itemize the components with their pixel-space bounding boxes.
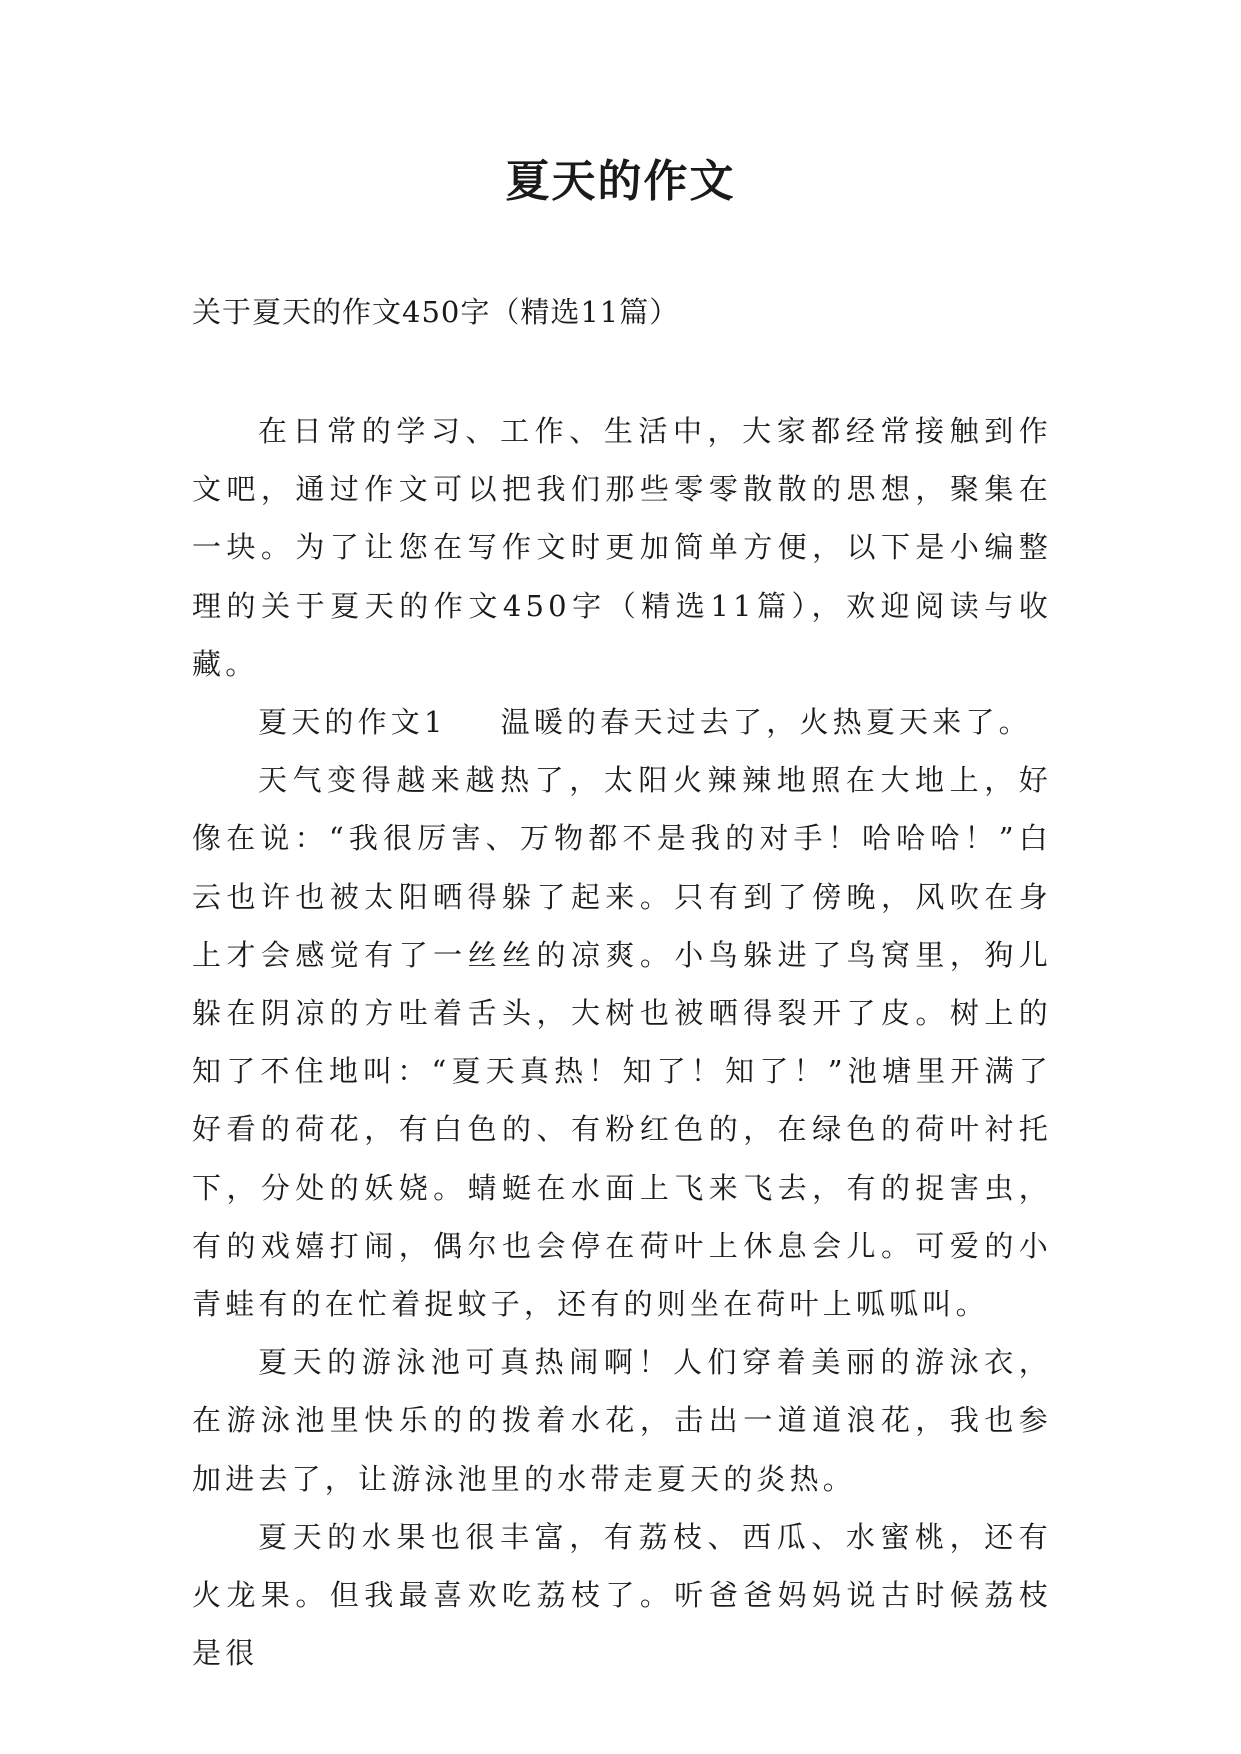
essay-1-first-line: 温暖的春天过去了，火热夏天来了。: [500, 705, 1032, 740]
document-title: 夏天的作文: [505, 156, 736, 207]
intro-paragraph: 在日常的学习、工作、生活中，大家都经常接触到作文吧，通过作文可以把我们那些零零散散的思想，聚集在一块。为了让您在写作文时更加简单方便，以下是小编整理的关于夏天的作文450字（精选11篇），欢迎阅读与收藏。: [192, 414, 1052, 681]
body-paragraph-1: 天气变得越来越热了，太阳火辣辣地照在大地上，好像在说：“我很厉害、万物都不是我的对手！哈哈哈！”白云也许也被太阳晒得躲了起来。只有到了傍晚，风吹在身上才会感觉有了一丝丝的凉爽。小鸟躲进了鸟窝里，狗儿躲在阴凉的方吐着舌头，大树也被晒得裂开了皮。树上的知了不住地叫：“夏天真热！知了！知了！”池塘里开满了好看的荷花，有白色的、有粉红色的，在绿色的荷叶衬托下，分处的妖娆。蜻蜓在水面上飞来飞去，有的捉害虫，有的戏嬉打闹，偶尔也会停在荷叶上休息会儿。可爱的小青蛙有的在忙着捉蚊子，还有的则坐在荷叶上呱呱叫。: [192, 763, 1052, 1322]
body-paragraph-3: 夏天的水果也很丰富，有荔枝、西瓜、水蜜桃，还有火龙果。但我最喜欢吃荔枝了。听爸爸妈妈说古时候荔枝是很: [192, 1519, 1052, 1671]
body-paragraph-2: 夏天的游泳池可真热闹啊！人们穿着美丽的游泳衣，在游泳池里快乐的的拨着水花，击出一道道浪花，我也参加进去了，让游泳池里的水带走夏天的炎热。: [192, 1345, 1052, 1496]
document-subtitle: 关于夏天的作文450字（精选11篇）: [192, 295, 680, 329]
document-body: [192, 402, 1052, 1682]
essay-1-heading-line: [192, 693, 1052, 751]
essay-1-heading: 夏天的作文1: [258, 705, 447, 740]
